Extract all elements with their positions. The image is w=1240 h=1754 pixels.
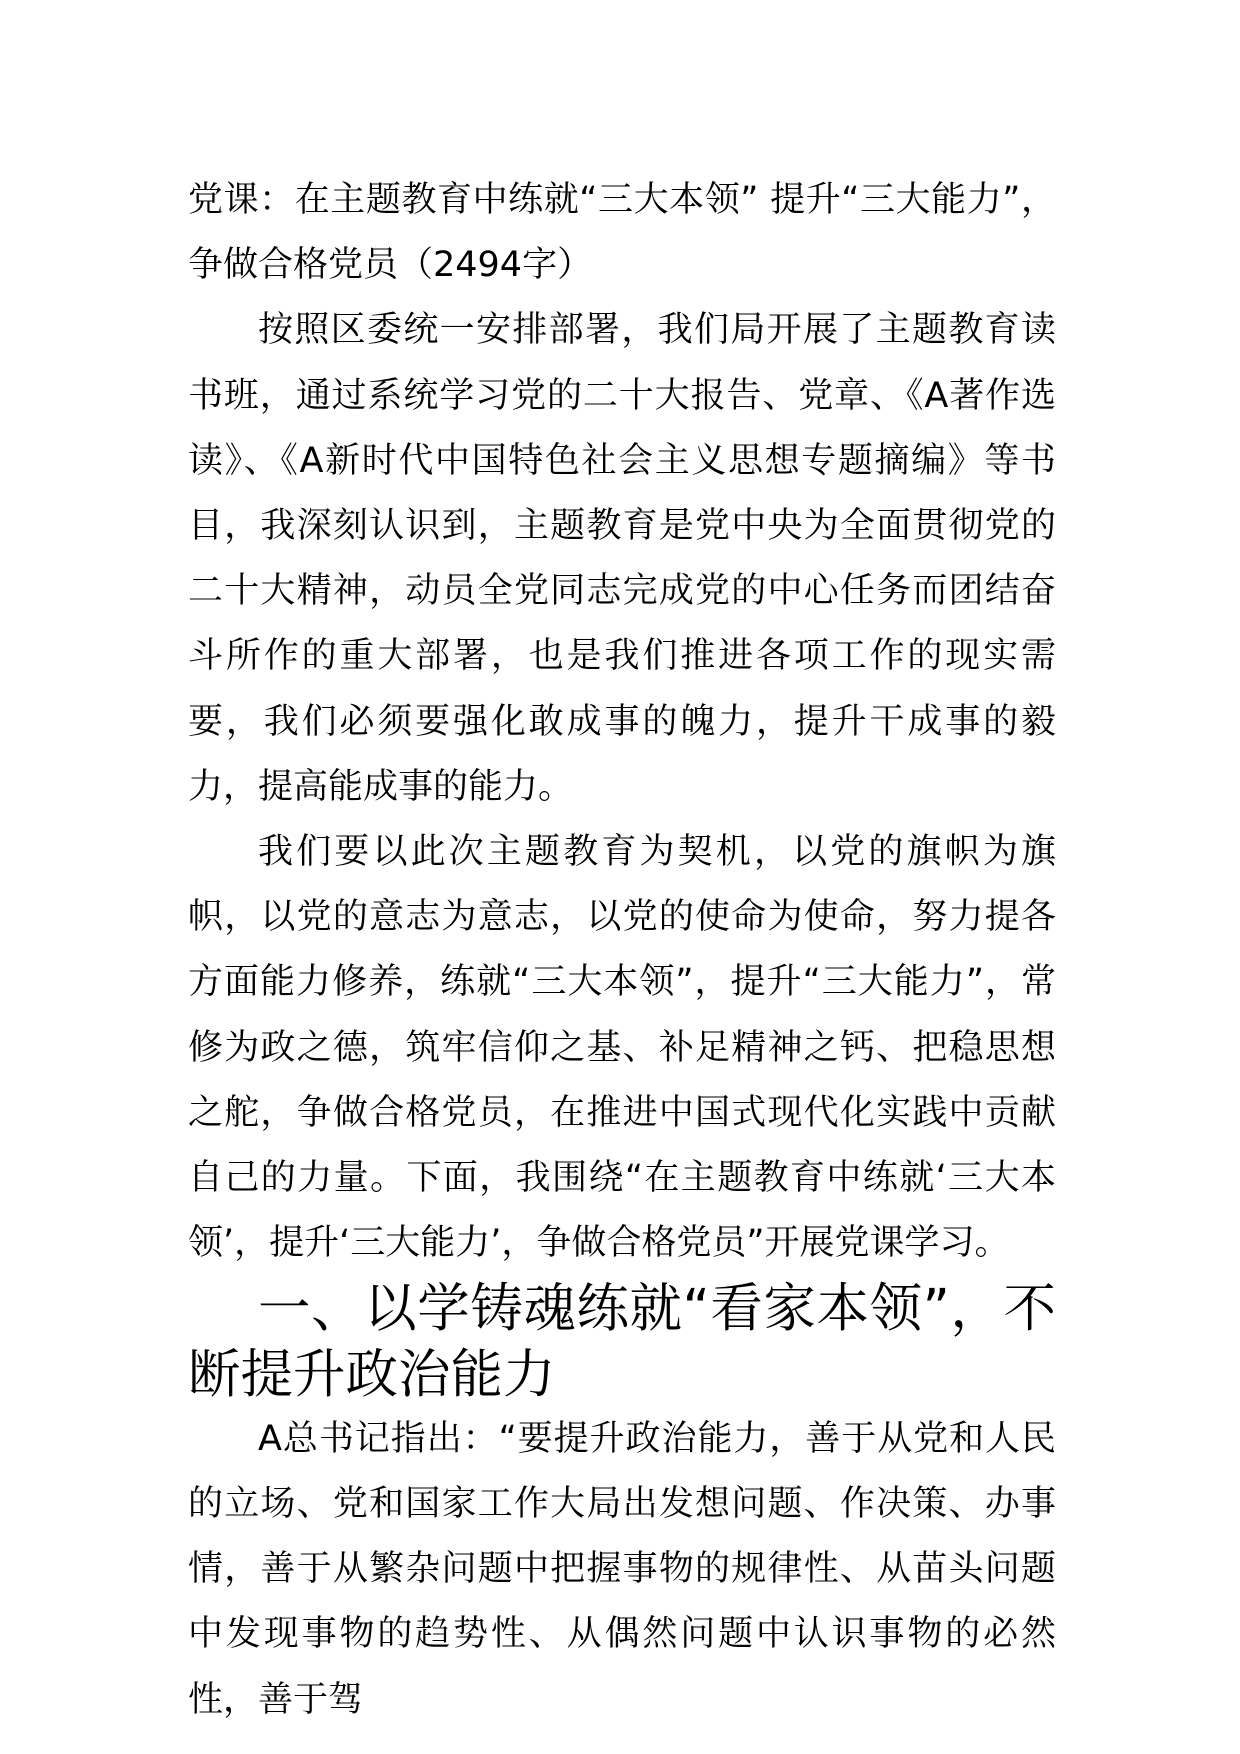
body-paragraph: 按照区委统一安排部署，我们局开展了主题教育读书班，通过系统学习党的二十大报告、党章、《A著作选读》、《A新时代中国特色社会主义思想专题摘编》等书目，我深刻认识到，主题教育是党中央为全面贯彻党的二十大精神，动员全党同志完成党的中心任务而团结奋斗所作的重大部署，也是我们推进各项工作的现实需要，我们必须要强化敢成事的魄力，提升干成事的毅力，提高能成事的能力。	[188, 310, 1056, 807]
document-title: 党课：在主题教育中练就“三大本领” 提升“三大能力”，争做合格党员（2494字）	[188, 180, 1056, 286]
body-paragraph: 我们要以此次主题教育为契机，以党的旗帜为旗帜，以党的意志为意志，以党的使命为使命，努力提各方面能力修养，练就“三大本领”，提升“三大能力”，常修为政之德，筑牢信仰之基、补足精神之钙、把稳思想之舵，争做合格党员，在推进中国式现代化实践中贡献自己的力量。下面，我围绕“在主题教育中练就‘三大本领’，提升‘三大能力’，争做合格党员”开展党课学习。	[188, 832, 1056, 1264]
document-body	[188, 168, 1056, 1733]
body-paragraph: A总书记指出：“要提升政治能力，善于从党和人民的立场、党和国家工作大局出发想问题、作决策、办事情，善于从繁杂问题中把握事物的规律性、从苗头问题中发现事物的趋势性、从偶然问题中认识事物的必然性，善于驾	[188, 1418, 1056, 1720]
section-heading: 一、以学铸魂练就“看家本领”，不断提升政治能力	[188, 1278, 1056, 1405]
